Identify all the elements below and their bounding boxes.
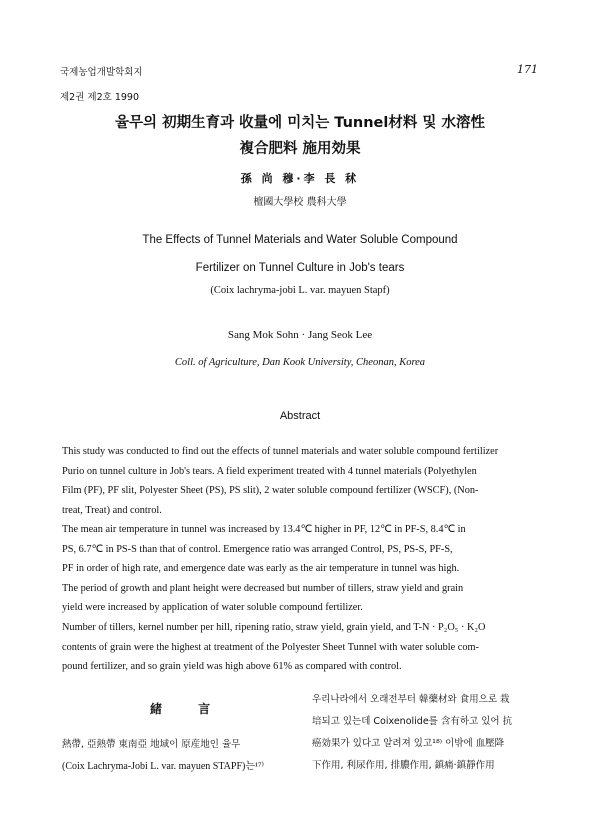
english-affiliation: Coll. of Agriculture, Dan Kook University, Cheonan, Korea — [174, 357, 426, 368]
intro-right-column — [312, 689, 544, 777]
introduction-heading: 緒 言 — [150, 702, 227, 716]
abstract-paragraph-1 — [62, 442, 540, 618]
abstract-line: This study was conducted to find out the effects of tunnel materials and water soluble compound fertilizer — [62, 446, 499, 457]
english-authors: Sang Mok Sohn · Jang Seok Lee — [227, 329, 373, 341]
english-title-line-1: The Effects of Tunnel Materials and Water Soluble Compound — [142, 234, 458, 246]
korean-title-line-1: 율무의 初期生育과 收量에 미치는 Tunnel材料 및 水溶性 — [115, 115, 485, 131]
abstract-line: The mean air temperature in tunnel was increased by 13.4℃ higher in PF, 12℃ in PF-S, 8.4℃ in — [62, 524, 466, 535]
abstract-line: pound fertilizer, and so grain yield was high above 61% as compared with control. — [62, 661, 402, 672]
species-name: (Coix lachryma-jobi L. var. mayuen Stapf) — [210, 285, 390, 296]
abstract-line: Film (PF), PF slit, Polyester Sheet (PS), PS slit), 2 water soluble compound fertilizer (WSCF), (Non- — [62, 485, 479, 496]
intro-line: 癌効果가 있다고 알려져 있고¹⁸⁾ 이밖에 血壓降 — [312, 738, 505, 749]
abstract-line: contents of grain were the highest at treatment of the Polyester Sheet Tunnel with water soluble com- — [62, 641, 479, 653]
intro-line: 下作用, 利尿作用, 排膿作用, 鎮痛·鎮靜作用 — [312, 760, 495, 771]
abstract-line: Number of tillers, kernel number per hill, ripening ratio, straw yield, grain yield, and T-N · P₂O₅ · K₂O — [62, 622, 486, 633]
abstract-line: The period of growth and plant height were decreased but number of tillers, straw yield and grain — [62, 582, 464, 594]
page-number: 171 — [517, 63, 538, 76]
korean-title-line-2: 複合肥料 施用効果 — [239, 141, 361, 157]
journal-name: 국제농업개발학회지 — [60, 67, 143, 78]
abstract-line: Purio on tunnel culture in Job's tears. A field experiment treated with 4 tunnel materials (Polyethylen — [62, 465, 477, 477]
intro-left-column — [62, 734, 292, 778]
intro-line: 培되고 있는데 Coixenolide를 含有하고 있어 抗 — [312, 716, 513, 727]
abstract-heading: Abstract — [279, 410, 321, 422]
abstract-line: yield were increased by application of water soluble compound fertilizer. — [62, 602, 363, 613]
intro-line: (Coix Lachryma-Jobi L. var. mayuen STAPF)는¹⁷⁾ — [62, 761, 264, 772]
abstract-line: PS, 6.7℃ in PS-S than that of control. Emergence ratio was arranged Control, PS, PS-S, PF-S, — [62, 543, 453, 555]
abstract-line: treat, Treat) and control. — [62, 504, 162, 516]
abstract-line: PF in order of high rate, and emergence date was early as the air temperature in tunnel was high. — [62, 563, 460, 574]
abstract-paragraph-2 — [62, 618, 540, 677]
korean-affiliation: 檀國大學校 農科大學 — [253, 197, 347, 208]
korean-authors: 孫 尚 穆·李 長 秫 — [240, 172, 360, 185]
english-title-line-2: Fertilizer on Tunnel Culture in Job's tears — [195, 262, 405, 274]
intro-line: 우리나라에서 오래전부터 韓藥材와 食用으로 栽 — [312, 694, 510, 705]
intro-line: 熱帶, 亞熱帶 東南亞 地域이 原産地인 율무 — [62, 739, 241, 750]
journal-issue: 제2권 제2호 1990 — [60, 92, 140, 103]
